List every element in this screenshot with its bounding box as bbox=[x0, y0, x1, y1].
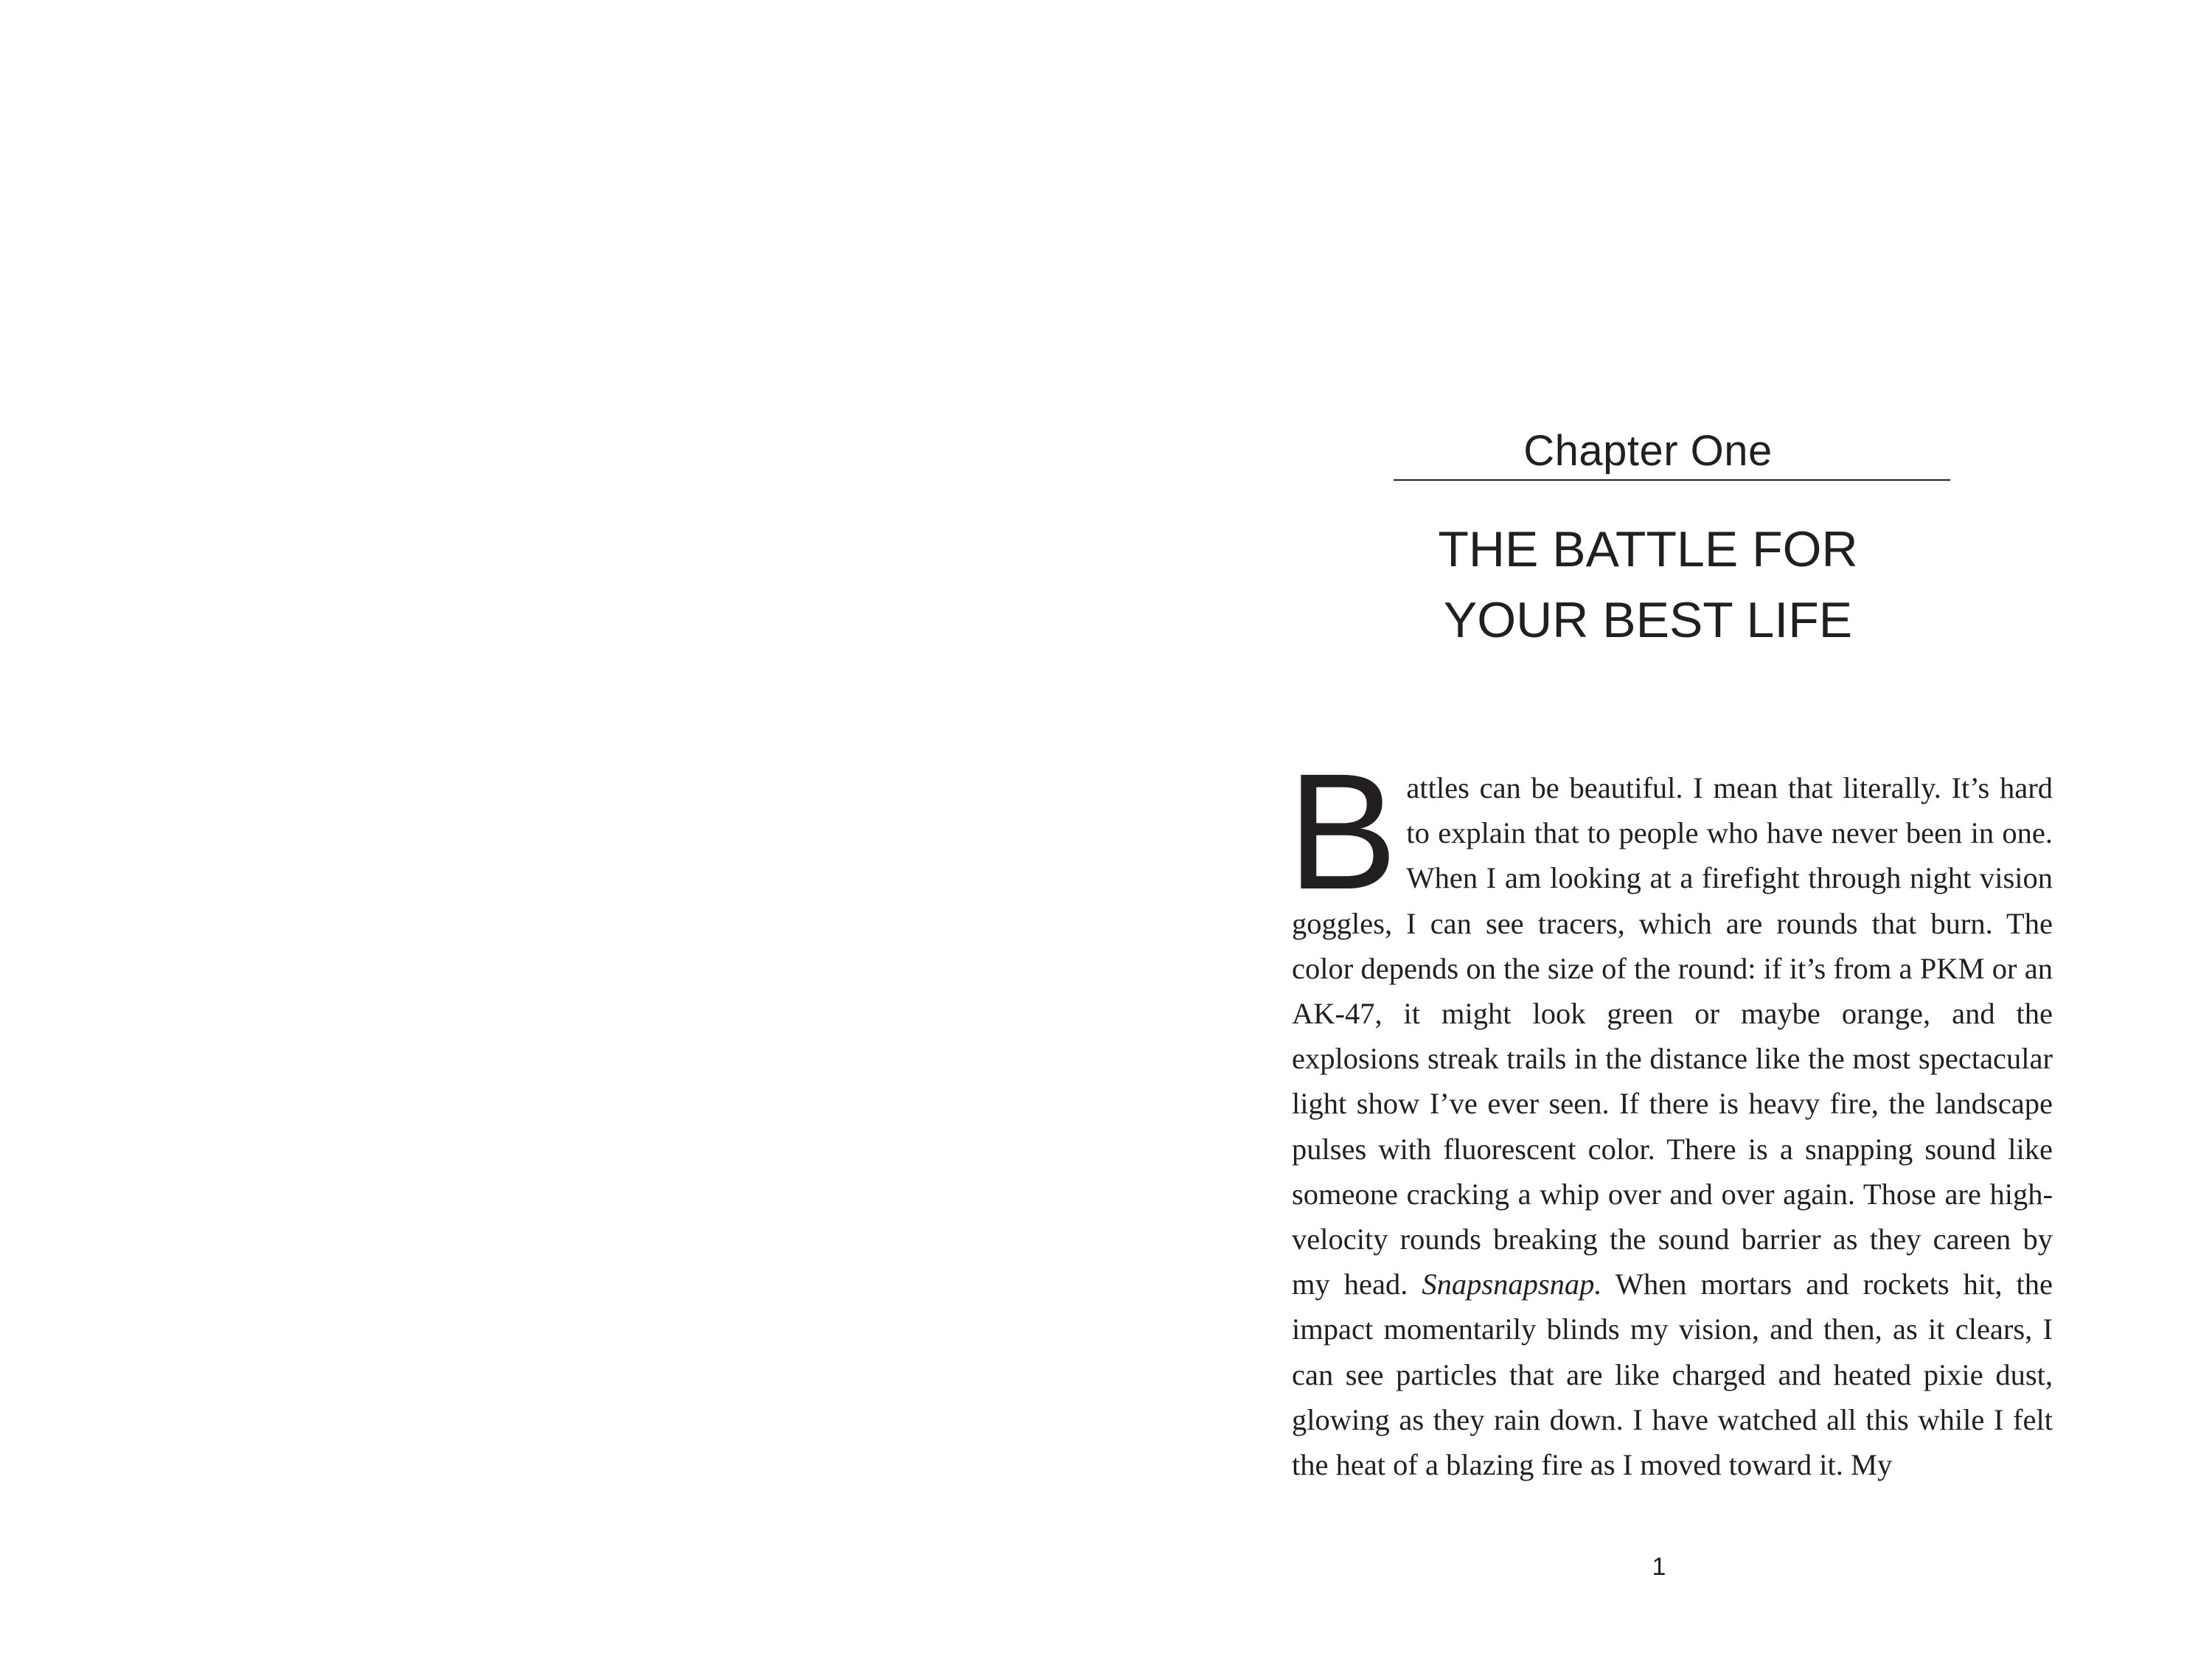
body-text-part-1: attles can be beautiful. I mean that literally. It’s hard to explain that to people who have never been in one. When I am looking at a firefight through night vision goggles, I can see tracers, which are rounds that burn. The color depends on the size of the round: if it’s from a PKM or an AK-47, it might look green or maybe orange, and the explosions streak trails in the distance like the most spectacular light show I’ve ever seen. If there is heavy fire, the landscape pulses with fluorescent color. There is a snapping sound like someone cracking a whip over and over again. Those are high-velocity rounds breaking the sound barrier as they careen by my head. bbox=[1292, 771, 2053, 1301]
chapter-title-line-2: YOUR BEST LIFE bbox=[1443, 592, 1853, 648]
chapter-title bbox=[1305, 514, 1991, 655]
chapter-label: Chapter One bbox=[1523, 427, 1773, 475]
body-italic-word: Snapsnapsnap. bbox=[1422, 1267, 1602, 1301]
chapter-divider-rule bbox=[1394, 479, 1950, 481]
right-page bbox=[1106, 0, 2212, 1659]
drop-cap: B bbox=[1287, 740, 1398, 924]
chapter-title-line-1: THE BATTLE FOR bbox=[1438, 521, 1858, 577]
body-paragraph bbox=[1287, 740, 2053, 1487]
page-number: 1 bbox=[1652, 1553, 1666, 1581]
body-text-part-2: When mortars and rockets hit, the impact momentarily blinds my vision, and then, as it clears, I can see particles that are like charged and heated pixie dust, glowing as they rain down. I have watched all this while I felt the heat of a blazing fire as I moved toward it. My bbox=[1292, 1267, 2053, 1482]
